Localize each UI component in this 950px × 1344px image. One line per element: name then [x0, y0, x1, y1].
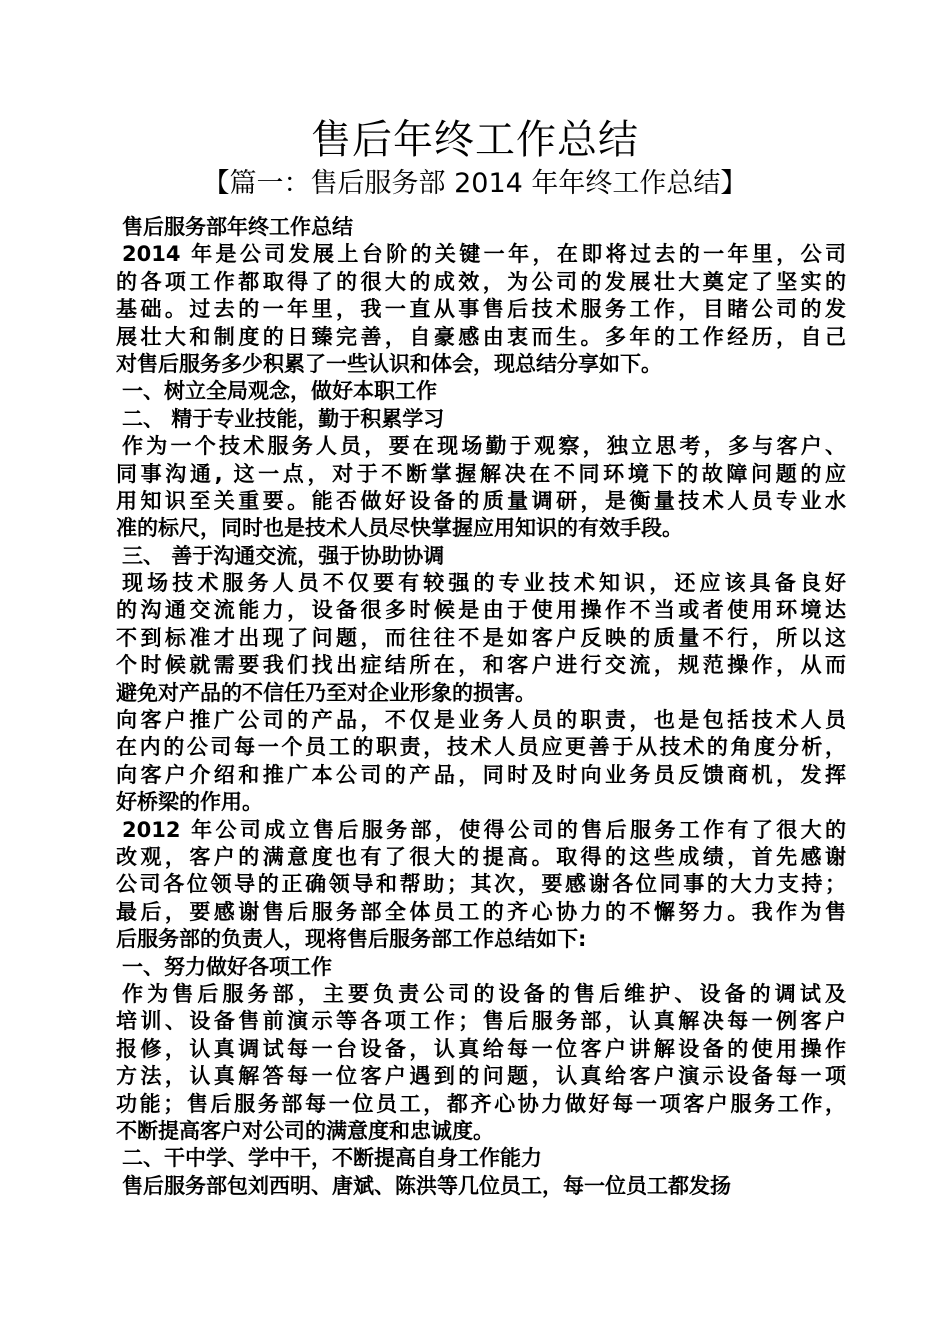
text-line: 二、干中学、学中干，不断提高自身工作能力: [122, 1146, 542, 1171]
document-body: [116, 214, 846, 1200]
text-line: 在内的公司每一个员工的职责，技术人员应更善于从技术的角度分析，: [116, 735, 846, 760]
text-line: 现场技术服务人员不仅要有较强的专业技术知识，还应该具备良好: [122, 571, 846, 596]
text-line: 对售后服务多少积累了一些认识和体会，现总结分享如下。: [116, 351, 662, 376]
text-line: 避免对产品的不信任乃至对企业形象的损害。: [116, 680, 536, 705]
document-subtitle: 【篇一：售后服务部 2014 年年终工作总结】: [202, 168, 748, 199]
text-line: 三、 善于沟通交流，强于协助协调: [122, 543, 445, 568]
text-line: 同事沟通, 这一点，对于不断掌握解决在不同环境下的故障问题的应: [116, 461, 846, 486]
text-line: 用知识至关重要。能否做好设备的质量调研，是衡量技术人员专业水: [116, 488, 846, 513]
text-line: 一、努力做好各项工作: [122, 954, 332, 979]
text-line: 不到标准才出现了问题，而往往不是如客户反映的质量不行，所以这: [116, 625, 846, 650]
text-line: 培训、设备售前演示等各项工作；售后服务部，认真解决每一例客户: [116, 1009, 846, 1034]
text-line: 的沟通交流能力，设备很多时候是由于使用操作不当或者使用环境达: [116, 598, 846, 623]
text-line: 的各项工作都取得了的很大的成效，为公司的发展壮大奠定了坚实的: [116, 269, 846, 294]
text-line: 个时候就需要我们找出症结所在，和客户进行交流，规范操作，从而: [116, 653, 846, 678]
text-line: 向客户介绍和推广本公司的产品，同时及时向业务员反馈商机，发挥: [116, 762, 846, 787]
text-line: 一、树立全局观念，做好本职工作: [122, 379, 437, 404]
text-line: 功能；售后服务部每一位员工，都齐心协力做好每一项客户服务工作，: [116, 1091, 846, 1116]
text-line: 2014 年是公司发展上台阶的关键一年，在即将过去的一年里，公司: [122, 242, 846, 267]
text-line: 好桥梁的作用。: [116, 790, 263, 815]
document-title: 售后年终工作总结: [311, 117, 639, 163]
text-line: 展壮大和制度的日臻完善，自豪感由衷而生。多年的工作经历，自己: [116, 324, 846, 349]
text-line: 报修，认真调试每一台设备，认真给每一位客户讲解设备的使用操作: [116, 1036, 846, 1061]
text-line: 后服务部的负责人，现将售后服务部工作总结如下:: [116, 927, 587, 952]
text-line: 作为售后服务部，主要负责公司的设备的售后维护、设备的调试及: [122, 981, 846, 1006]
text-line: 最后，要感谢售后服务部全体员工的齐心协力的不懈努力。我作为售: [116, 899, 846, 924]
text-line: 售后服务部年终工作总结: [122, 215, 353, 239]
text-line: 向客户推广公司的产品，不仅是业务人员的职责，也是包括技术人员: [116, 708, 846, 733]
text-line: 售后服务部包刘西明、唐斌、陈洪等几位员工，每一位员工都发扬: [122, 1173, 731, 1198]
text-line: 公司各位领导的正确领导和帮助；其次，要感谢各位同事的大力支持；: [116, 872, 846, 897]
text-line: 作为一个技术服务人员，要在现场勤于观察，独立思考，多与客户、: [122, 434, 846, 459]
text-line: 方法，认真解答每一位客户遇到的问题，认真给客户演示设备每一项: [116, 1064, 846, 1089]
text-line: 改观，客户的满意度也有了很大的提高。取得的这些成绩，首先感谢: [116, 844, 846, 869]
text-line: 不断提高客户对公司的满意度和忠诚度。: [116, 1118, 494, 1143]
text-line: 二、 精于专业技能，勤于积累学习: [122, 406, 445, 431]
text-line: 2012 年公司成立售后服务部，使得公司的售后服务工作有了很大的: [122, 817, 846, 842]
text-line: 准的标尺，同时也是技术人员尽快掌握应用知识的有效手段。: [116, 516, 683, 541]
text-line: 基础。过去的一年里，我一直从事售后技术服务工作，目睹公司的发: [116, 297, 846, 322]
